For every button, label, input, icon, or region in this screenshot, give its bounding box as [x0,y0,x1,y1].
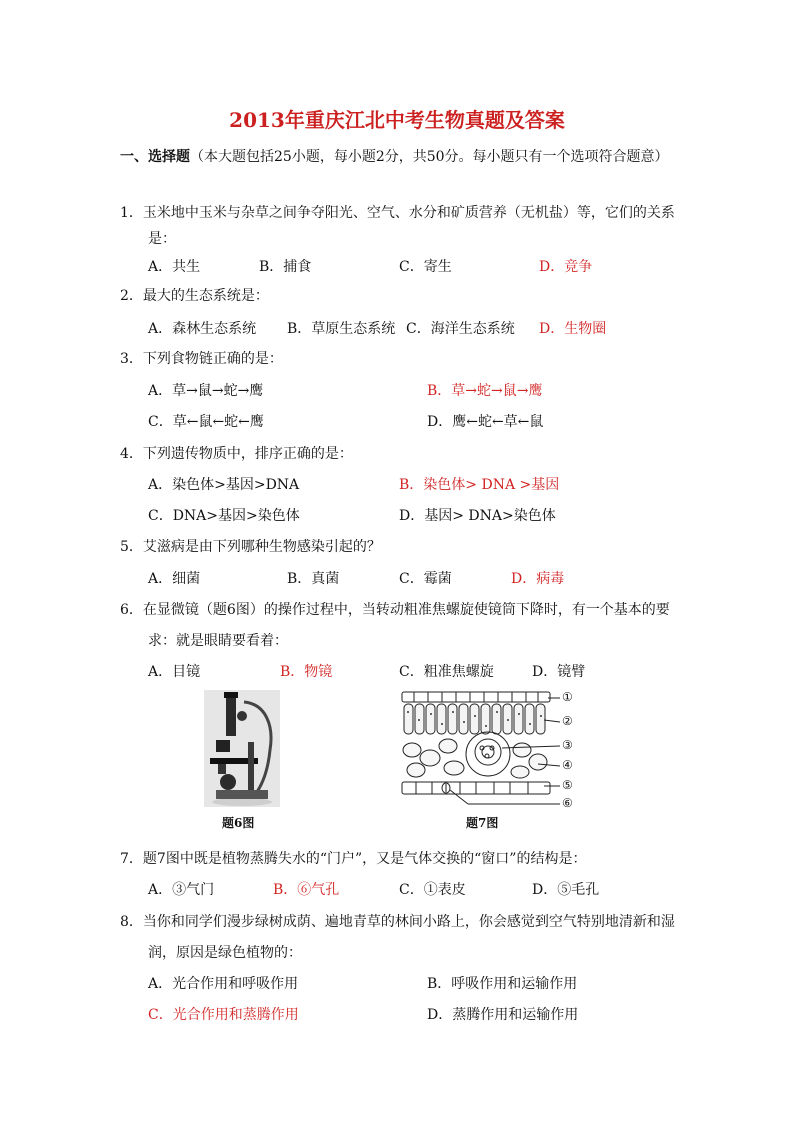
q1-option-b: B．捕食 [259,259,312,275]
fig7-label-2: ② [562,714,573,728]
question-8-line1: 8．当你和同学们漫步绿树成荫、遍地青草的林间小路上，你会感觉到空气特别地清新和湿 [120,914,675,930]
q4-option-c: C．DNA>基因>染色体 [148,508,300,524]
fig7-label-5: ⑤ [562,778,573,792]
q5-option-d-answer: D．病毒 [511,571,565,587]
q2-option-b: B．草原生态系统 [287,321,396,337]
q6-option-a: A．目镜 [148,664,201,680]
section-heading: 一、选择题 [120,149,190,165]
q1-option-a: A．共生 [148,259,201,275]
fig7-label-4: ④ [562,758,573,772]
q8-option-d: D．蒸腾作用和运输作用 [427,1007,579,1023]
q7-option-d: D．⑤毛孔 [532,882,600,898]
section-note: （本大题包括25小题，每小题2分，共50分。每小题只有一个选项符合题意） [190,149,669,165]
q3-option-d: D．鹰←蛇←草←鼠 [427,414,544,430]
question-8-line2: 润，原因是绿色植物的： [148,945,302,961]
q8-option-b: B．呼吸作用和运输作用 [427,976,578,992]
question-6-line1: 6．在显微镜（题6图）的操作过程中，当转动粗准焦螺旋使镜筒下降时，有一个基本的要 [120,602,670,618]
question-4-line1: 4．下列遗传物质中，排序正确的是： [120,446,353,462]
microscope-figure [204,690,280,807]
question-5-line1: 5．艾滋病是由下列哪种生物感染引起的？ [120,539,381,555]
q2-option-d-answer: D．生物圈 [539,321,607,337]
figure-6-caption: 题6图 [222,816,255,830]
q1-option-d-answer: D．竞争 [539,259,593,275]
q3-option-a: A．草→鼠→蛇→鹰 [148,383,264,399]
fig7-label-1: ① [562,690,573,704]
q8-option-c-answer: C．光合作用和蒸腾作用 [148,1007,299,1023]
q1-option-c: C．寄生 [399,259,452,275]
q4-option-b-answer: B．染色体> DNA >基因 [399,477,560,493]
q3-option-b-answer: B．草→蛇→鼠→鹰 [427,383,543,399]
question-2-line1: 2．最大的生态系统是： [120,288,269,304]
q5-option-b: B．真菌 [287,571,340,587]
q5-option-c: C．霉菌 [399,571,452,587]
q3-option-c: C．草←鼠←蛇←鹰 [148,414,264,430]
q5-option-a: A．细菌 [148,571,201,587]
q8-option-a: A．光合作用和呼吸作用 [148,976,299,992]
q7-option-a: A．③气门 [148,882,215,898]
question-6-line2: 求：就是眼睛要看着： [148,633,288,649]
question-1-line2: 是： [148,231,176,247]
section-heading-line [120,146,669,166]
fig7-label-6: ⑥ [562,796,573,810]
q2-option-a: A．森林生态系统 [148,321,257,337]
q2-option-c: C．海洋生态系统 [406,321,515,337]
q4-option-a: A．染色体>基因>DNA [148,477,300,493]
page-title: 2013年重庆江北中考生物真题及答案 [229,108,565,132]
leaf-cross-section-figure [398,690,578,812]
question-1-line1: 1．玉米地中玉米与杂草之间争夺阳光、空气、水分和矿质营养（无机盐）等，它们的关系 [120,205,675,221]
fig7-label-3: ③ [562,738,573,752]
q4-option-d: D．基因> DNA>染色体 [399,508,556,524]
q6-option-b-answer: B．物镜 [280,664,333,680]
q6-option-c: C．粗准焦螺旋 [399,664,494,680]
question-3-line1: 3．下列食物链正确的是： [120,351,283,367]
figure-7-caption: 题7图 [466,816,499,830]
q6-option-d: D．镜臂 [532,664,586,680]
question-7-line1: 7．题7图中既是植物蒸腾失水的“门户”，又是气体交换的“窗口”的结构是： [120,851,587,867]
q7-option-c: C．①表皮 [399,882,466,898]
q7-option-b-answer: B．⑥气孔 [273,882,340,898]
